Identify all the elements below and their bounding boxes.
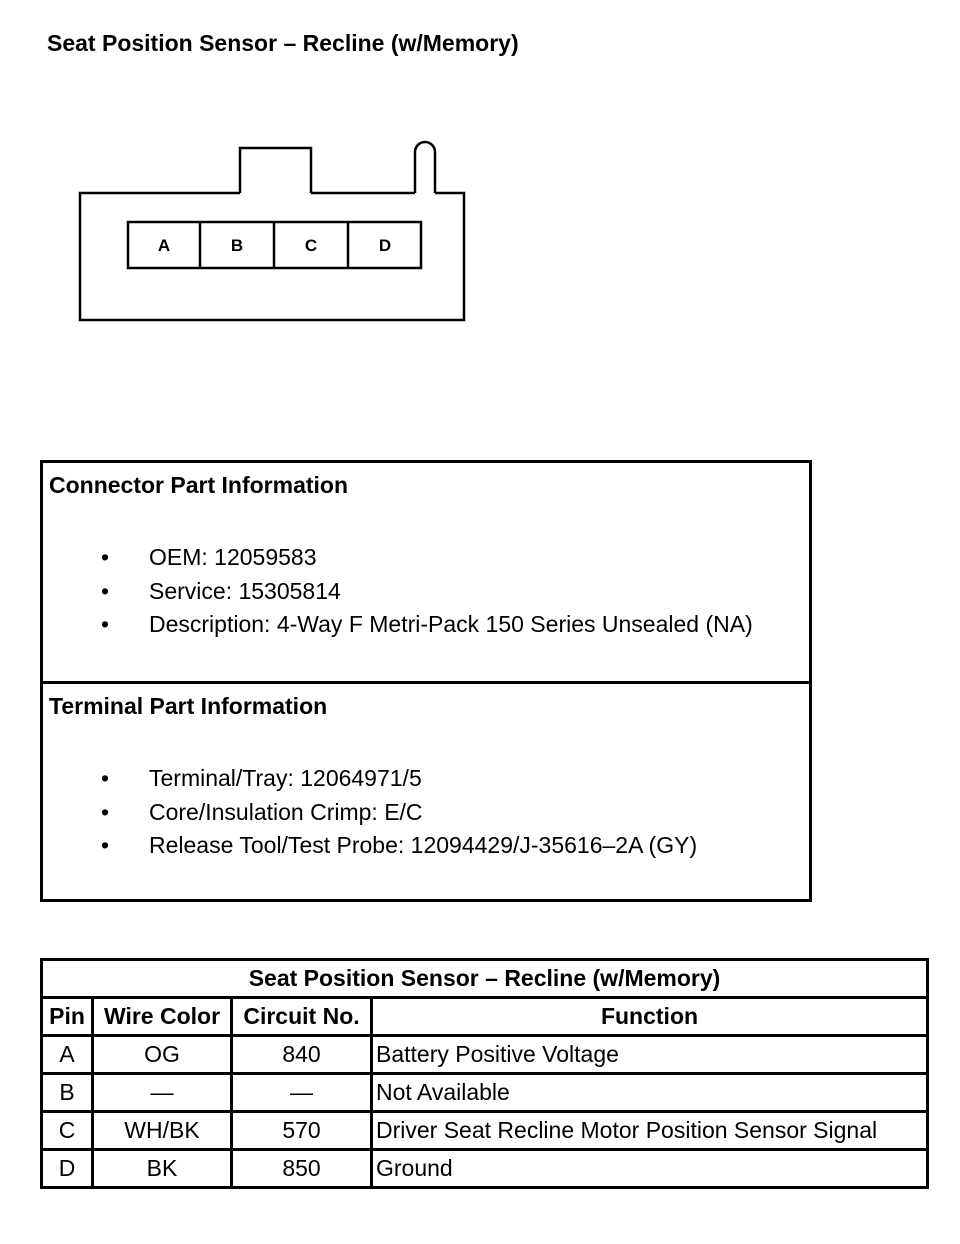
wire-color-cell: — bbox=[93, 1074, 232, 1112]
column-header-function: Function bbox=[372, 998, 928, 1036]
column-header-pin: Pin bbox=[42, 998, 93, 1036]
circuit-cell: 840 bbox=[232, 1036, 372, 1074]
table-row bbox=[42, 1150, 928, 1188]
wire-color-cell: WH/BK bbox=[93, 1112, 232, 1150]
table-row bbox=[42, 1074, 928, 1112]
list-item bbox=[43, 608, 753, 642]
oem-number: OEM: 12059583 bbox=[149, 544, 317, 570]
connector-info-list bbox=[43, 541, 753, 642]
service-number: Service: 15305814 bbox=[149, 577, 341, 604]
release-tool: Release Tool/Test Probe: 12094429/J-35616–2A (GY) bbox=[149, 832, 698, 858]
table-row bbox=[42, 1036, 928, 1074]
page-title: Seat Position Sensor – Recline (w/Memory) bbox=[47, 30, 519, 56]
list-item bbox=[43, 829, 697, 863]
table-row bbox=[42, 1112, 928, 1150]
function-cell: Battery Positive Voltage bbox=[372, 1036, 928, 1074]
circuit-cell: — bbox=[232, 1074, 372, 1112]
terminal-info-heading: Terminal Part Information bbox=[49, 693, 328, 719]
pin-cell: C bbox=[42, 1112, 93, 1150]
connector-body-outline bbox=[80, 193, 464, 320]
column-header-wire-color: Wire Color bbox=[93, 998, 232, 1036]
cavity-label-c: C bbox=[304, 236, 318, 255]
function-cell: Ground bbox=[372, 1150, 928, 1188]
table-header-row bbox=[42, 998, 928, 1036]
wire-color-cell: OG bbox=[93, 1036, 232, 1074]
bullet: • bbox=[101, 611, 110, 637]
list-item bbox=[43, 541, 753, 575]
circuit-cell: 570 bbox=[232, 1112, 372, 1150]
pin-cell: D bbox=[42, 1150, 93, 1188]
cavity-label-b: B bbox=[230, 236, 244, 255]
terminal-tray: Terminal/Tray: 12064971/5 bbox=[149, 765, 422, 791]
table-title: Seat Position Sensor – Recline (w/Memory) bbox=[42, 960, 928, 998]
terminal-info-list bbox=[43, 762, 697, 863]
core-insulation-crimp: Core/Insulation Crimp: E/C bbox=[149, 798, 423, 825]
wire-color-cell: BK bbox=[93, 1150, 232, 1188]
circuit-cell: 850 bbox=[232, 1150, 372, 1188]
list-item bbox=[43, 762, 697, 796]
bullet: • bbox=[101, 832, 110, 858]
pin-cell: B bbox=[42, 1074, 93, 1112]
connector-tab bbox=[240, 148, 311, 193]
bullet: • bbox=[101, 765, 110, 791]
list-item bbox=[43, 796, 697, 830]
connector-face-diagram bbox=[0, 0, 960, 340]
connector-part-info bbox=[43, 463, 809, 684]
cavity-label-d: D bbox=[378, 236, 392, 255]
pinout-table bbox=[40, 958, 929, 1189]
pin-cell: A bbox=[42, 1036, 93, 1074]
connector-description: Description: 4-Way F Metri-Pack 150 Series Unsealed (NA) bbox=[149, 611, 753, 637]
list-item bbox=[43, 575, 753, 609]
part-information-box bbox=[40, 460, 812, 902]
function-cell: Driver Seat Recline Motor Position Sensor Signal bbox=[372, 1112, 928, 1150]
function-cell: Not Available bbox=[372, 1074, 928, 1112]
bullet: • bbox=[101, 544, 110, 570]
column-header-circuit: Circuit No. bbox=[232, 998, 372, 1036]
bullet: • bbox=[101, 577, 110, 604]
cavity-label-a: A bbox=[157, 236, 171, 255]
table-title-row bbox=[42, 960, 928, 998]
bullet: • bbox=[101, 798, 110, 825]
terminal-part-info bbox=[43, 684, 809, 899]
connector-latch bbox=[415, 142, 435, 193]
connector-info-heading: Connector Part Information bbox=[49, 472, 349, 498]
